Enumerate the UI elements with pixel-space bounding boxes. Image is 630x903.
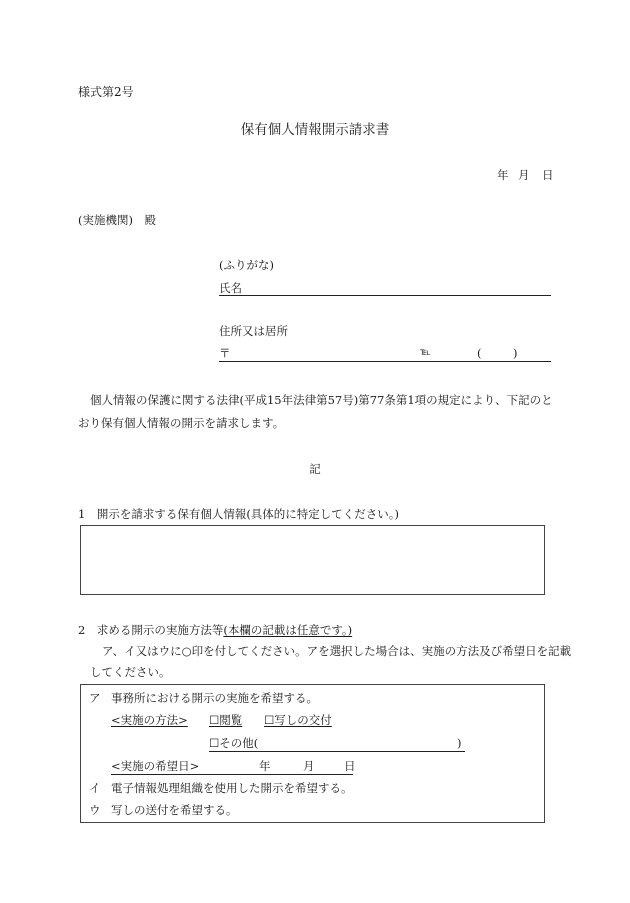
option-a-text: 事務所における開示の実施を希望する。 <box>111 691 318 705</box>
option-u-text: 写しの送付を希望する。 <box>111 803 238 817</box>
tel-label: ℡ <box>420 347 431 358</box>
name-field-line[interactable] <box>219 295 551 296</box>
body-line-1: 個人情報の保護に関する法律(平成15年法律第57号)第77条第1項の規定により、下記のと <box>90 393 553 407</box>
option-a-mark[interactable]: ア <box>89 691 101 705</box>
date-pref-year: 年 <box>259 759 271 773</box>
form-number: 様式第2号 <box>78 85 134 99</box>
ki-label: 記 <box>309 462 321 476</box>
date-pref-label: <実施の希望日> <box>111 759 200 773</box>
date-pref-line[interactable] <box>111 774 353 775</box>
section2-instruction-1: ア、イ又はウに○印を付してください。アを選択した場合は、実施の方法及び希望日を記載 <box>102 644 572 658</box>
section2-heading <box>78 625 352 637</box>
date-pref-month: 月 <box>303 759 315 773</box>
option-u-mark[interactable]: ウ <box>89 803 101 817</box>
addressee: (実施機関) 殿 <box>78 213 156 227</box>
section1-input-box[interactable] <box>80 525 545 595</box>
section2-instruction-2: してください。 <box>90 665 171 679</box>
furigana-label: (ふりがな) <box>219 258 274 272</box>
choice-copy[interactable]: ☐写しの交付 <box>264 713 332 727</box>
option-i-mark[interactable]: イ <box>89 781 101 795</box>
postal-mark: 〒 <box>219 346 231 360</box>
choice-view[interactable]: ☐閲覧 <box>209 713 243 727</box>
tel-paren-close: ) <box>513 346 518 360</box>
choice-other-close: ) <box>457 736 462 750</box>
section2-options-box <box>80 684 545 823</box>
date-day-label: 日 <box>542 168 554 182</box>
page-title: 保有個人情報開示請求書 <box>240 122 390 138</box>
date-year-label: 年 <box>497 168 509 182</box>
section1-heading: 1 開示を請求する保有個人情報(具体的に特定してください。) <box>78 507 400 521</box>
date-pref-day: 日 <box>344 759 356 773</box>
choice-other-line[interactable] <box>209 751 465 752</box>
tel-paren-open: ( <box>477 346 482 360</box>
method-label: <実施の方法> <box>111 713 188 727</box>
address-field-line[interactable] <box>219 361 551 362</box>
section2-heading-prefix: 2 求める開示の実施方法等 <box>78 623 224 637</box>
address-label: 住所又は居所 <box>219 324 288 338</box>
section2-heading-note: (本欄の記載は任意です。) <box>223 623 353 637</box>
date-month-label: 月 <box>518 168 530 182</box>
body-line-2: おり保有個人情報の開示を請求します。 <box>78 416 285 430</box>
choice-other[interactable]: ☐その他( <box>209 736 259 750</box>
name-label: 氏名 <box>219 281 242 295</box>
option-i-text: 電子情報処理組織を使用した開示を希望する。 <box>111 781 353 795</box>
